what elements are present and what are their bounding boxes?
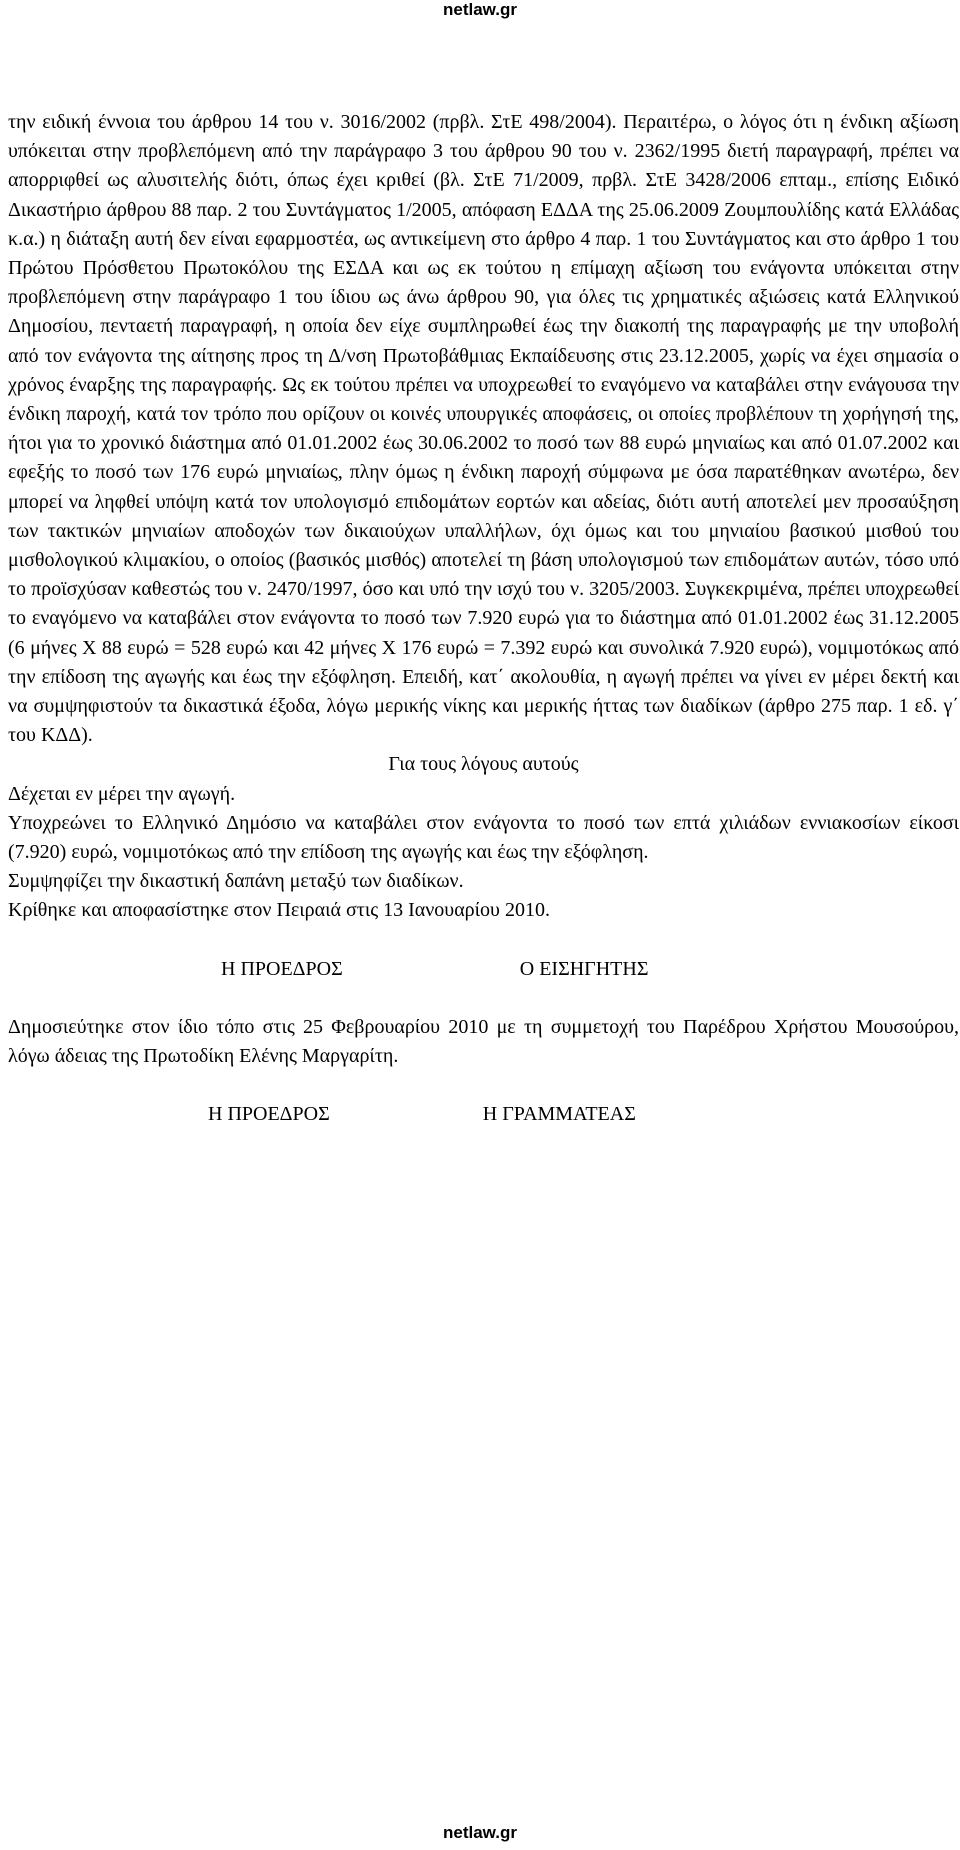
judgment-document bbox=[8, 108, 959, 1130]
ruling-decided: Κρίθηκε και αποφασίστηκε στον Πειραιά στις 13 Ιανουαρίου 2010. bbox=[8, 899, 550, 922]
ruling-obligation: Υποχρεώνει το Ελληνικό Δημόσιο να καταβάλει στον ενάγοντα το ποσό των επτά χιλιάδων εννιακοσίων είκοσι (7.920) ευρώ, νομιμοτόκως από την επίδοση της αγωγής και έως την εξόφληση. bbox=[8, 811, 959, 864]
site-header-label: netlaw.gr bbox=[443, 0, 517, 19]
publication-paragraph: Δημοσιεύτηκε στον ίδιο τόπο στις 25 Φεβρουαρίου 2010 με τη συμμετοχή του Παρέδρου Χρήστου Μουσούρου, λόγω άδειας της Πρωτοδίκη Ελένης Μαργαρίτη. bbox=[8, 1015, 959, 1068]
ruling-costs: Συμψηφίζει την δικαστική δαπάνη μεταξύ των διαδίκων. bbox=[8, 870, 464, 893]
site-footer-label: netlaw.gr bbox=[443, 1823, 517, 1842]
signature-rapporteur: Ο ΕΙΣΗΓΗΤΗΣ bbox=[519, 957, 649, 980]
reasons-heading: Για τους λόγους αυτούς bbox=[388, 753, 579, 776]
signature-president-2: Η ΠΡΟΕΔΡΟΣ bbox=[208, 1103, 330, 1126]
signatures-row-1 bbox=[8, 955, 959, 984]
body-paragraph: την ειδική έννοια του άρθρου 14 του ν. 3016/2002 (πρβλ. ΣτΕ 498/2004). Περαιτέρω, ο λόγος ότι η ένδικη αξίωση υπόκειται στην προβλεπόμενη από την παράγραφο 3 του άρθρου 90 του ν. 2362/1995 διετή παραγραφή, πρέπει να απορριφθεί ως αλυσιτελής διότι, όπως έχει κριθεί (βλ. ΣτΕ 71/2009, πρβλ. ΣτΕ 3428/2006 επταμ., επίσης Ειδικό Δικαστήριο άρθρου 88 παρ. 2 του Συντάγματος 1/2005, απόφαση ΕΔΔΑ της 25.06.2009 Ζουμπουλίδης κατά Ελλάδας κ.α.) η διάταξη αυτή δεν είναι εφαρμοστέα, ως αντικείμενη στο άρθρο 4 παρ. 1 του Συντάγματος και στο άρθρο 1 του Πρώτου Πρόσθετου Πρωτοκόλου της ΕΣΔΑ και ως εκ τούτου η επίμαχη αξίωση του ενάγοντα υπόκειται στην προβλεπόμενη στην παράγραφο 1 του ίδιου ως άνω άρθρου 90, για όλες τις χρηματικές αξιώσεις κατά Ελληνικού Δημοσίου, πενταετή παραγραφή, η οποία δεν είχε συμπληρωθεί έως την διακοπή της παραγραφής με την υποβολή από τον ενάγοντα της αίτησης προς τη Δ/νση Πρωτοβάθμιας Εκπαίδευσης στις 23.12.2005, χωρίς να έχει σημασία ο χρόνος έναρξης της παραγραφής. Ως εκ τούτου πρέπει να υποχρεωθεί το εναγόμενο να καταβάλει στην ενάγουσα την ένδικη παροχή, κατά τον τρόπο που ορίζουν οι κοινές υπουργικές αποφάσεις, οι οποίες προβλέπουν τη χορήγησή της, ήτοι για το χρονικό διάστημα από 01.01.2002 έως 30.06.2002 το ποσό των 88 ευρώ μηνιαίως και από 01.07.2002 και εφεξής το ποσό των 176 ευρώ μηνιαίως, πλην όμως η ένδικη παροχή σύμφωνα με όσα παρατέθηκαν ανωτέρω, δεν μπορεί να ληφθεί υπόψη κατά τον υπολογισμό επιδομάτων εορτών και αδείας, διότι αυτή αποτελεί μεν προσαύξηση των τακτικών μηνιαίων αποδοχών των δικαιούχων υπαλλήλων, όχι όμως και του μηνιαίου βασικού μισθού του μισθολογικού κλιμακίου, ο οποίος (βασικός μισθός) αποτελεί τη βάση υπολογισμού των επιδομάτων αυτών, τόσο υπό το προϊσχύσαν καθεστώς του ν. 2470/1997, όσο και υπό την ισχύ του ν. 3205/2003. Συγκεκριμένα, πρέπει υποχρεωθεί το εναγόμενο να καταβάλει στον ενάγοντα το ποσό των 7.920 ευρώ για το διάστημα από 01.01.2002 έως 31.12.2005 (6 μήνες Χ 88 ευρώ = 528 ευρώ και 42 μήνες Χ 176 ευρώ = 7.392 ευρώ και συνολικά 7.920 ευρώ), νομιμοτόκως από την επίδοση της αγωγής και έως την εξόφληση. Επειδή, κατ΄ ακολουθία, η αγωγή πρέπει να γίνει εν μέρει δεκτή και να συμψηφιστούν τα δικαστικά έξοδα, λόγω μερικής νίκης και μερικής ήττας των διαδίκων (άρθρο 275 παρ. 1 εδ. γ΄ του ΚΔΔ). bbox=[8, 111, 959, 747]
ruling-accept: Δέχεται εν μέρει την αγωγή. bbox=[8, 782, 236, 805]
signature-president: Η ΠΡΟΕΔΡΟΣ bbox=[221, 957, 343, 980]
signature-secretary: Η ΓΡΑΜΜΑΤΕΑΣ bbox=[482, 1103, 636, 1126]
signatures-row-2 bbox=[8, 1100, 959, 1129]
